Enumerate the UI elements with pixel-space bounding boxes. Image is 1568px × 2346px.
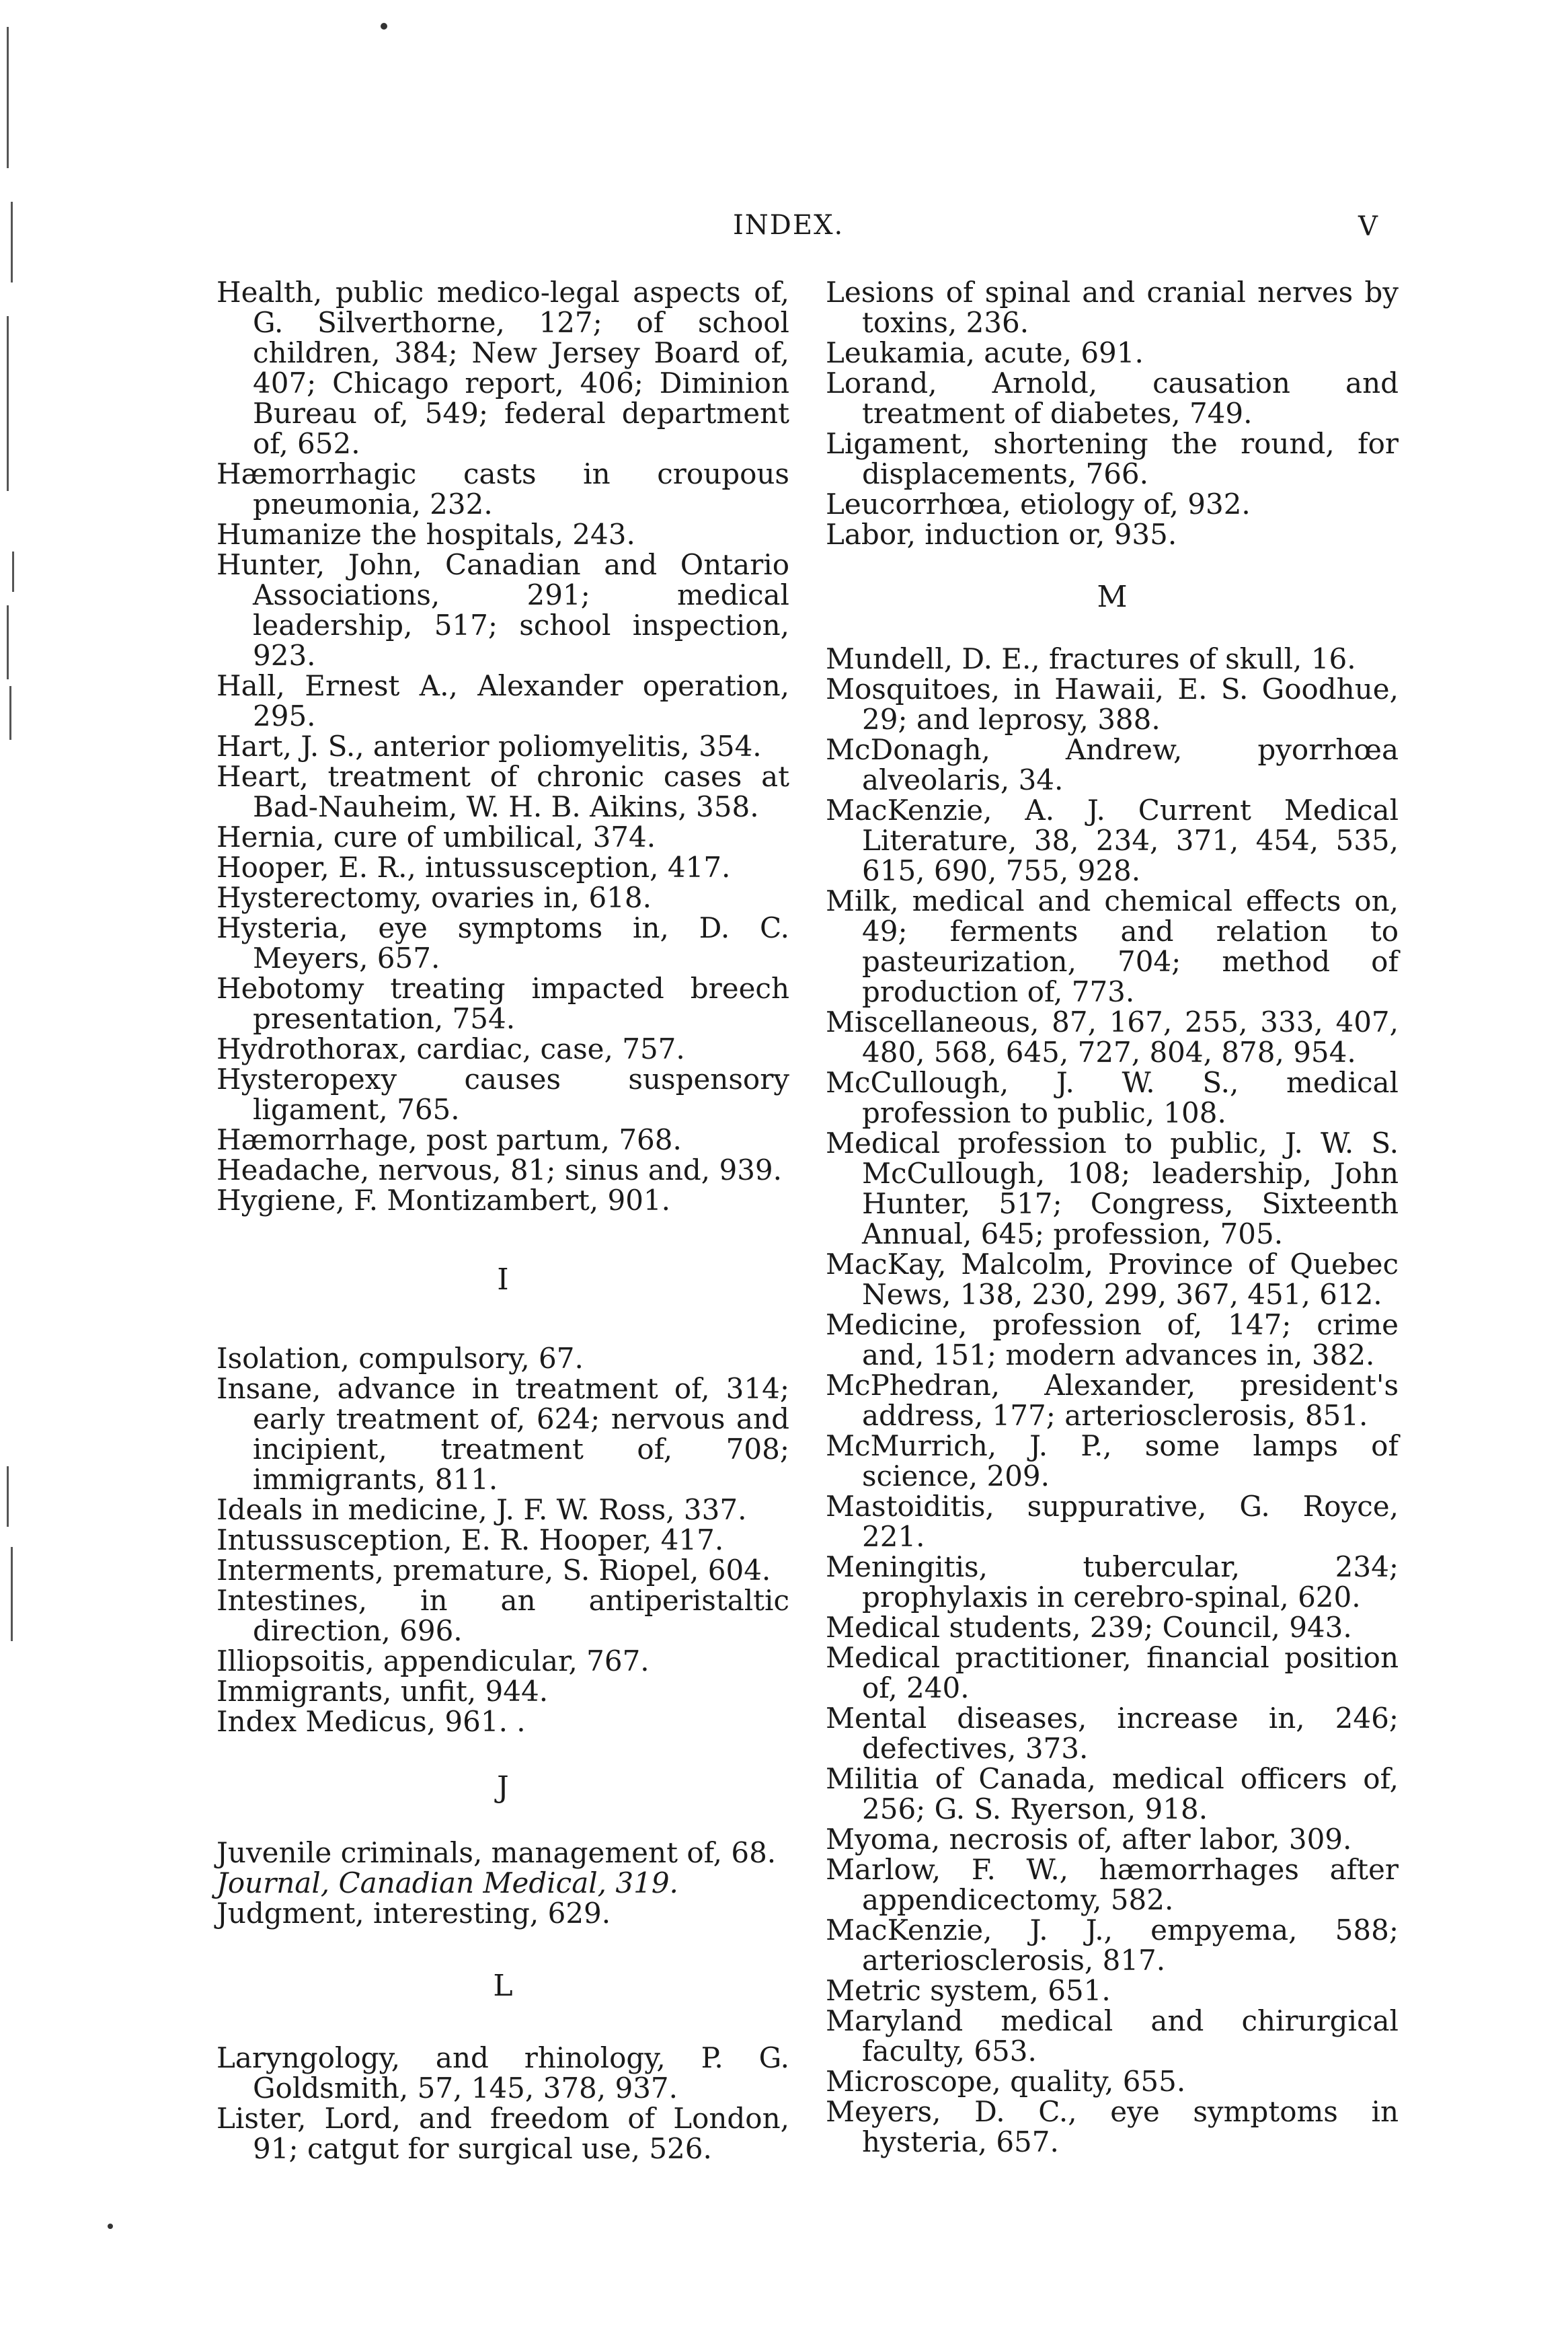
index-entry: Lorand, Arnold, causation and treatment of diabetes, 749. (826, 367, 1399, 430)
index-entry: Hunter, John, Canadian and Ontario Associations, 291; medical leadership, 517; school inspection, 923. (217, 548, 789, 672)
index-entry: Milk, medical and chemical effects on, 49; ferments and relation to pasteurization, 704; method of production of, 773. (826, 884, 1399, 1008)
index-entry: Intussusception, E. R. Hooper, 417. (217, 1523, 724, 1556)
running-header-title: INDEX. (733, 210, 845, 241)
index-entry: Mosquitoes, in Hawaii, E. S. Goodhue, 29; and leprosy, 388. (826, 673, 1399, 736)
index-entry: McMurrich, J. P., some lamps of science, 209. (826, 1429, 1399, 1492)
index-entry: Ligament, shortening the round, for displacements, 766. (826, 427, 1399, 490)
index-entry: Microscope, quality, 655. (826, 2065, 1186, 2098)
index-entry: Metric system, 651. (826, 1974, 1111, 2007)
index-entry: MacKenzie, A. J. Current Medical Literature, 38, 234, 371, 454, 535, 615, 690, 755, 928. (826, 794, 1399, 887)
index-entry: Heart, treatment of chronic cases at Bad-Nauheim, W. H. B. Aikins, 358. (217, 760, 789, 823)
index-entry: Hygiene, F. Montizambert, 901. (217, 1184, 670, 1217)
index-entry: Health, public medico-legal aspects of, G. Silverthorne, 127; of school children, 384; New Jersey Board of, 407; Chicago report, 406; Diminion Bureau of, 549; federal department of, 652. (217, 276, 789, 460)
index-entry: Leukamia, acute, 691. (826, 336, 1144, 369)
index-entry: Intestines, in an antiperistaltic direction, 696. (217, 1584, 789, 1647)
index-entry: Myoma, necrosis of, after labor, 309. (826, 1823, 1352, 1856)
index-entry: MacKay, Malcolm, Province of Quebec News, 138, 230, 299, 367, 451, 612. (826, 1248, 1399, 1311)
index-entry: Medical practitioner, financial position of, 240. (826, 1641, 1399, 1704)
index-entry: Illiopsoitis, appendicular, 767. (217, 1644, 650, 1677)
section-letter-m: M (1097, 579, 1128, 614)
index-entry: McDonagh, Andrew, pyorrhœa alveolaris, 34. (826, 733, 1399, 796)
page-number: V (1358, 211, 1378, 242)
ink-speck (381, 23, 387, 30)
index-entry: Leucorrhœa, etiology of, 932. (826, 488, 1251, 521)
index-entry: Hysterectomy, ovaries in, 618. (217, 881, 652, 914)
index-entry: Hernia, cure of umbilical, 374. (217, 821, 656, 854)
section-letter-l: L (493, 1968, 513, 2003)
index-entry: McCullough, J. W. S., medical profession to public, 108. (826, 1066, 1399, 1129)
index-entry: Lister, Lord, and freedom of London, 91; catgut for surgical use, 526. (217, 2102, 789, 2165)
index-entry: Marlow, F. W., hæmorrhages after appendicectomy, 582. (826, 1853, 1399, 1916)
index-entry: MacKenzie, J. J., empyema, 588; arteriosclerosis, 817. (826, 1914, 1399, 1977)
index-entry: Meyers, D. C., eye symptoms in hysteria, 657. (826, 2095, 1399, 2158)
index-entry: Juvenile criminals, management of, 68. (217, 1836, 777, 1869)
index-entry: Hæmorrhage, post partum, 768. (217, 1123, 682, 1156)
index-entry: Medical profession to public, J. W. S. McCullough, 108; leadership, John Hunter, 517; Congress, Sixteenth Annual, 645; profession, 705. (826, 1127, 1399, 1250)
index-column-left (217, 277, 789, 2164)
index-entry: Isolation, compulsory, 67. (217, 1342, 584, 1375)
index-entry: Labor, induction or, 935. (826, 518, 1177, 551)
index-entry: Judgment, interesting, 629. (217, 1897, 611, 1930)
index-entry: Lesions of spinal and cranial nerves by toxins, 236. (826, 276, 1399, 339)
index-entry: Hydrothorax, cardiac, case, 757. (217, 1032, 685, 1065)
index-entry: Hysteria, eye symptoms in, D. C. Meyers, 657. (217, 911, 789, 975)
index-entry: Medicine, profession of, 147; crime and, 151; modern advances in, 382. (826, 1308, 1399, 1371)
index-entry: Mastoiditis, suppurative, G. Royce, 221. (826, 1490, 1399, 1553)
index-entry: Index Medicus, 961. . (217, 1705, 526, 1738)
index-entry: Militia of Canada, medical officers of, 256; G. S. Ryerson, 918. (826, 1762, 1399, 1825)
index-entry: McPhedran, Alexander, president's address, 177; arteriosclerosis, 851. (826, 1369, 1399, 1432)
index-entry: Journal, Canadian Medical, 319. (217, 1866, 678, 1899)
scan-edge-artifact (0, 0, 24, 2346)
index-entry: Hysteropexy causes suspensory ligament, 765. (217, 1063, 789, 1126)
index-entry: Interments, premature, S. Riopel, 604. (217, 1554, 771, 1587)
index-entry: Hebotomy treating impacted breech presentation, 754. (217, 972, 789, 1035)
index-entry: Mental diseases, increase in, 246; defectives, 373. (826, 1702, 1399, 1765)
index-column-right (826, 277, 1399, 2157)
index-entry: Headache, nervous, 81; sinus and, 939. (217, 1153, 783, 1186)
index-entry: Hæmorrhagic casts in croupous pneumonia, 232. (217, 457, 789, 521)
section-letter-i: I (497, 1262, 509, 1297)
index-entry: Insane, advance in treatment of, 314; early treatment of, 624; nervous and incipient, treatment of, 708; immigrants, 811. (217, 1372, 789, 1496)
index-entry: Maryland medical and chirurgical faculty, 653. (826, 2004, 1399, 2068)
index-entry: Medical students, 239; Council, 943. (826, 1611, 1352, 1644)
index-entry: Meningitis, tubercular, 234; prophylaxis in cerebro-spinal, 620. (826, 1550, 1399, 1614)
index-entry: Miscellaneous, 87, 167, 255, 333, 407, 480, 568, 645, 727, 804, 878, 954. (826, 1006, 1399, 1069)
index-entry: Hooper, E. R., intussusception, 417. (217, 851, 731, 884)
ink-speck (108, 2224, 113, 2229)
section-letter-j: J (497, 1770, 509, 1805)
index-entry: Humanize the hospitals, 243. (217, 518, 635, 551)
index-entry: Hall, Ernest A., Alexander operation, 295. (217, 669, 789, 732)
index-entry: Laryngology, and rhinology, P. G. Goldsmith, 57, 145, 378, 937. (217, 2041, 789, 2105)
index-entry: Ideals in medicine, J. F. W. Ross, 337. (217, 1493, 747, 1526)
index-entry: Mundell, D. E., fractures of skull, 16. (826, 642, 1356, 675)
index-entry: Immigrants, unfit, 944. (217, 1675, 549, 1708)
index-entry: Hart, J. S., anterior poliomyelitis, 354. (217, 730, 762, 763)
